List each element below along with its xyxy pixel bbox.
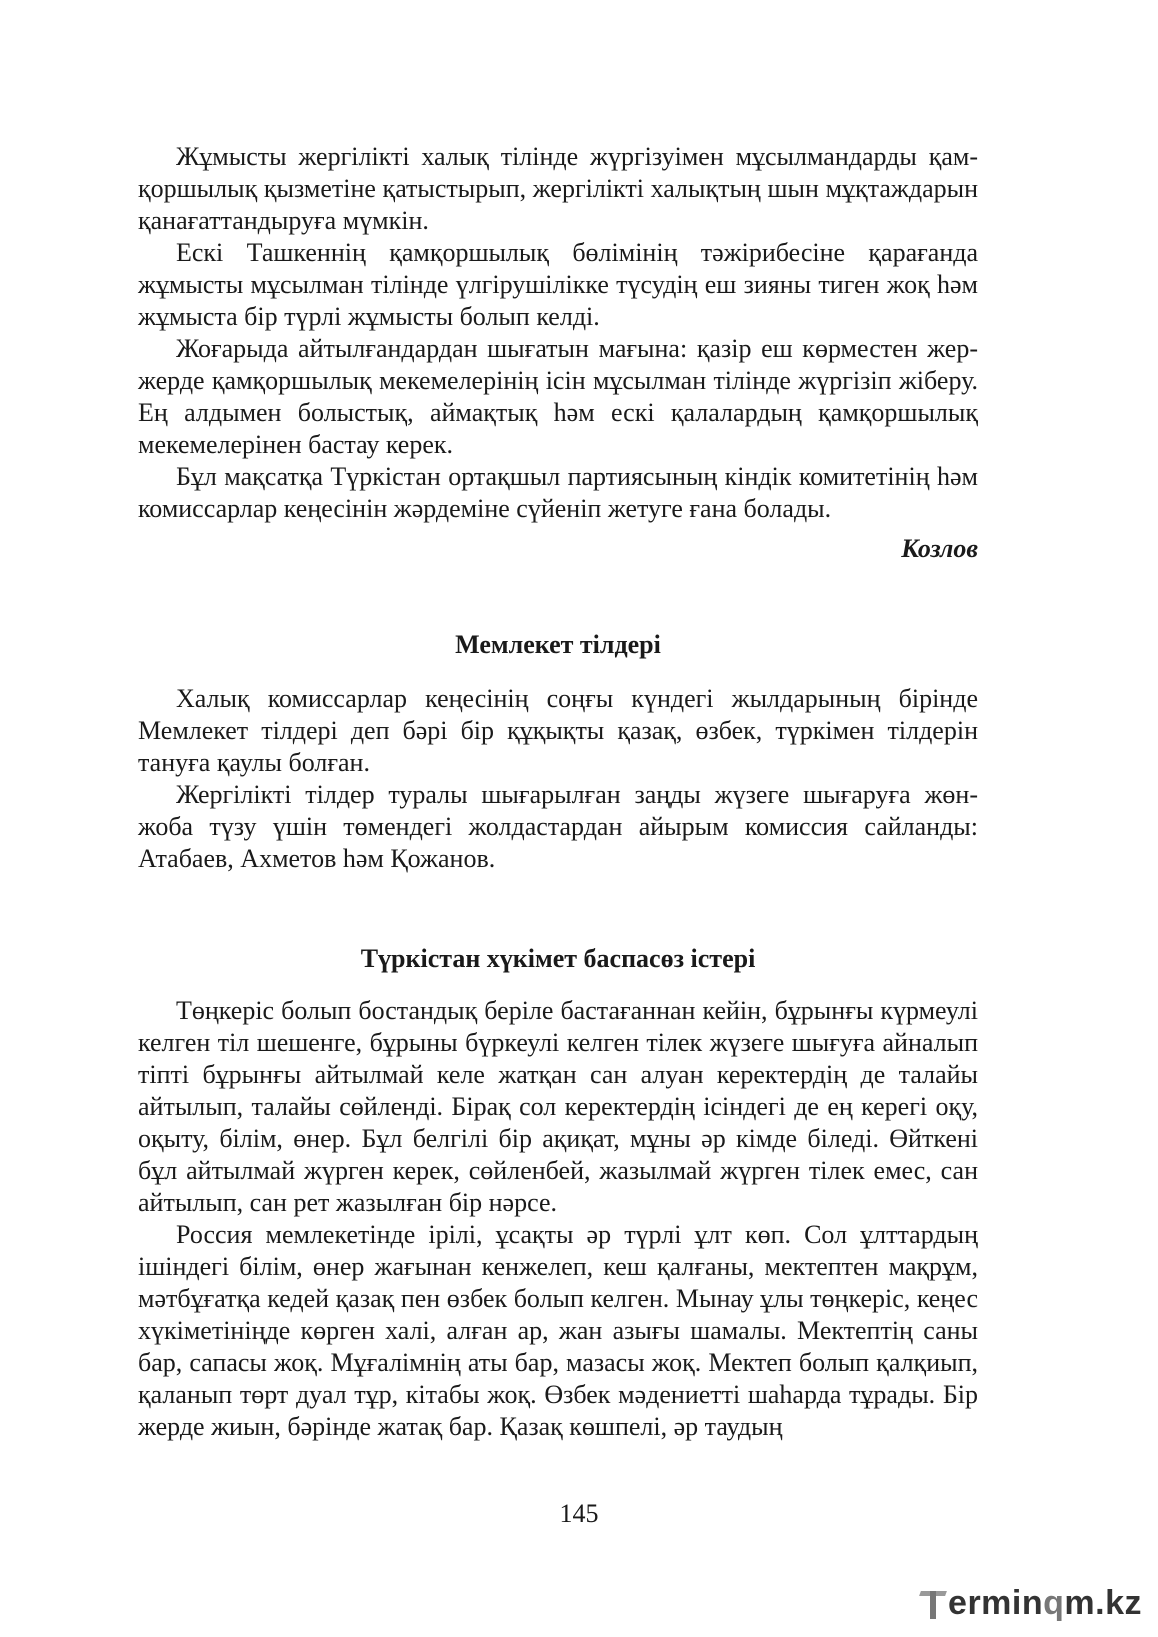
watermark-text-end: m.kz [1064,1584,1142,1622]
page-content [138,141,978,1443]
paragraph: Жоғарыда айтылғандардан шығатын мағына: қазір еш көрместен жер-жерде қамқоршылық мекемелерінің ісін мұсылман тілінде жүргізіп жіберу. Ең алдымен болыстық, аймақтық һәм ескі қалалардың қамқоршылық мекемелерінен бастау керек. [138,334,978,459]
section-2 [138,629,978,875]
author-signature: Козлов [901,534,978,563]
paragraph: Бұл мақсатқа Түркістан ортақшыл партиясының кіндік комитетінің һәм комиссарлар кеңесінін жәрдеміне сүйеніп жетуге ғана болады. [138,462,978,523]
paragraph: Ескі Ташкеннің қамқоршылық бөлімінің тәжірибесіне қарағанда жұмысты мұсылман тілінде үлгірушілікке түсудің еш зияны тиген жоқ һәм жұмыста бір түрлі жұмысты болып келді. [138,238,978,331]
page-number: 145 [559,1499,599,1528]
t-logo-icon [920,1589,946,1619]
paragraph: Жергілікті тілдер туралы шығарылған заңды жүзеге шығаруға жөн-жоба түзу үшін төмендегі жолдастардан айырым комиссия сайланды: Атабаев, Ахметов һәм Қожанов. [138,780,978,873]
watermark-text-start: ermin [948,1584,1044,1622]
paragraph: Россия мемлекетінде ірілі, ұсақты әр түрлі ұлт көп. Сол ұлттардың ішіндегі білім, өнер жағынан кенжелеп, кеш қалғаны, мектептен мақрұм, мәтбұғатқа кедей қазақ пен өзбек болып келген. Мынау ұлы төңкеріс, кеңес хүкіметініңде көрген халі, алған ар, жан азығы шамалы. Мектептің саны бар, сапасы жоқ. Мұғалімнің аты бар, мазасы жоқ. Мектеп болып қалқиып, қаланып төрт дуал тұр, кітабы жоқ. Өзбек мәдениетті шаһарда тұрады. Бір жерде жиын, бәрінде жатақ бар. Қазақ көшпелі, әр таудың [138,1220,978,1441]
section-1 [138,141,978,565]
section-3 [138,943,978,1443]
magnifier-icon: q [1043,1584,1065,1622]
watermark-logo [920,1584,1142,1623]
paragraph: Жұмысты жергілікті халық тілінде жүргізуімен мұсылмандарды қамқоршылық қызметіне қатыстырып, жергілікті халықтың шын мұқтаждарын қанағаттандыруға мүмкін. [138,142,978,235]
section-heading: Түркістан хүкімет баспасөз істері [360,944,756,973]
section-heading: Мемлекет тілдері [455,630,661,659]
paragraph: Халық комиссарлар кеңесінің соңғы күндегі жылдарының бірінде Мемлекет тілдері деп бәрі бір құқықты қазақ, өзбек, түркімен тілдерін тануға қаулы болған. [138,684,978,777]
paragraph: Төңкеріс болып бостандық беріле бастағаннан кейін, бұрынғы күрмеулі келген тіл шешенге, бұрыны бүркеулі келген тілек жүзеге шығуға айналып тіпті бұрынғы айтылмай келе жатқан сан алуан керектердің де талайы айтылып, талайы сөйленді. Бірақ сол керектердің ісіндегі де ең керегі оқу, оқыту, білім, өнер. Бұл белгілі бір ақиқат, мұны әр кімде біледі. Өйткені бұл айтылмай жүрген керек, сөйленбей, жазылмай жүрген тілек емес, сан айтылып, сан рет жазылған бір нәрсе. [138,996,978,1217]
